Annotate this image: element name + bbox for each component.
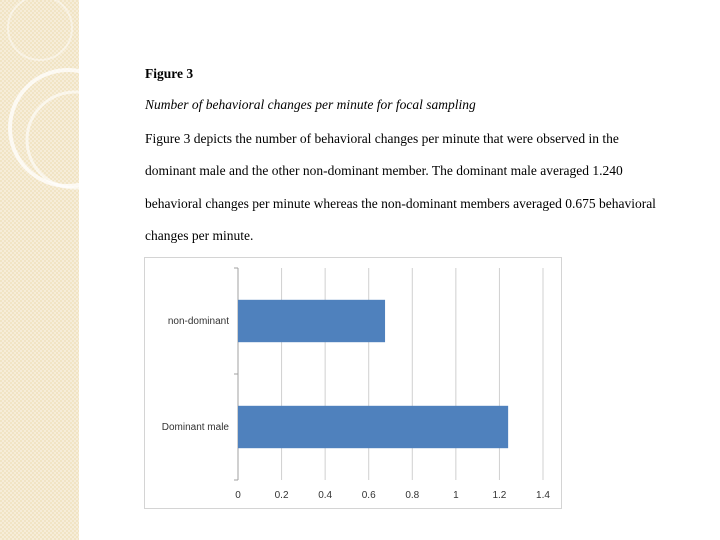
paragraph-line: behavioral changes per minute whereas the non-dominant members averaged 0.675 behavioral — [145, 196, 656, 211]
chart-canvas — [145, 258, 563, 510]
decorative-rings — [0, 0, 79, 540]
bar — [238, 406, 508, 448]
category-label: non-dominant — [167, 316, 229, 327]
x-tick-label: 1.2 — [492, 490, 507, 501]
paragraph-line: changes per minute. — [145, 228, 254, 243]
bar — [238, 300, 385, 342]
figure-caption: Number of behavioral changes per minute for focal sampling — [145, 97, 476, 112]
x-tick-label: 0.8 — [405, 490, 420, 501]
x-tick-label: 0 — [235, 490, 241, 501]
x-tick-label: 0.2 — [274, 490, 289, 501]
decorative-side-band — [0, 0, 79, 540]
x-tick-label: 0.6 — [361, 490, 376, 501]
bar-chart — [144, 257, 562, 509]
paragraph-line: Figure 3 depicts the number of behavioral changes per minute that were observed in the — [145, 131, 619, 146]
x-tick-label: 0.4 — [318, 490, 333, 501]
x-tick-label: 1.4 — [536, 490, 550, 501]
x-tick-label: 1 — [453, 490, 459, 501]
figure-label: Figure 3 — [145, 66, 194, 81]
category-label: Dominant male — [161, 422, 229, 433]
paragraph-line: dominant male and the other non-dominant member. The dominant male averaged 1.240 — [145, 163, 623, 178]
